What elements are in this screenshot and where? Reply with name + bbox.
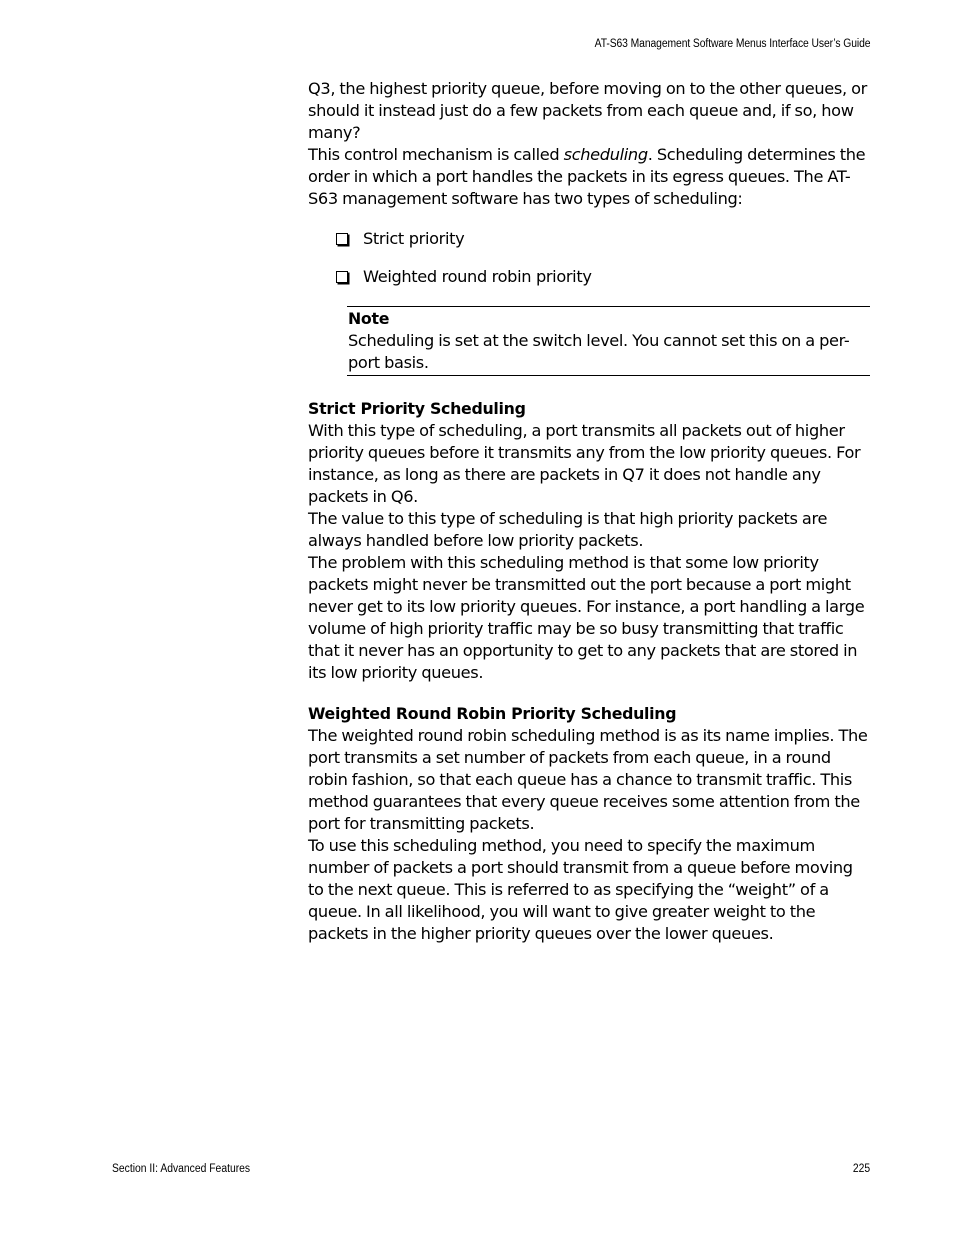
checkbox-bullet-icon [336,271,348,283]
heading-weighted-round-robin: Weighted Round Robin Priority Scheduling [308,704,677,723]
page-content [308,78,870,945]
running-header: AT-S63 Management Software Menus Interface User’s Guide [594,38,870,50]
footer-section-title: Section II: Advanced Features [112,1163,251,1175]
body-paragraph-strict-1: With this type of scheduling, a port transmits all packets out of higher priority queues before it transmits any from the low priority queues. For instance, as long as there are packets in Q7 it does not handle any packets in Q6. [308,421,861,506]
body-paragraph-strict-3: The problem with this scheduling method is that some low priority packets might never be transmitted out the port because a port might never get to its low priority queues. For instance, a port handling a large volume of high priority traffic may be so busy transmitting that traffic that it never has an opportunity to get to any packets that are stored in its low priority queues. [308,553,865,682]
scheduling-term: scheduling [563,145,648,164]
body-paragraph-wrr-1: The weighted round robin scheduling method is as its name implies. The port transmits a set number of packets from each queue, in a round robin fashion, so that each queue has a chance to transmit traffic. This method guarantees that every queue receives some attention from the port for transmitting packets. [308,726,868,833]
heading-strict-priority: Strict Priority Scheduling [308,399,526,418]
body-paragraph-scheduling-intro [308,144,870,210]
list-item-label: Strict priority [363,229,465,248]
body-paragraph-strict-2: The value to this type of scheduling is that high priority packets are always handled before low priority packets. [308,509,828,550]
checkbox-bullet-icon [336,233,348,245]
note-box [347,306,870,376]
footer-page-number: 225 [852,1163,870,1175]
note-text: Scheduling is set at the switch level. You cannot set this on a per-port basis. [348,331,850,372]
body-paragraph-queue-question: Q3, the highest priority queue, before moving on to the other queues, or should it instead just do a few packets from each queue and, if so, how many? [308,79,867,142]
scheduling-intro-start: This control mechanism is called [308,145,564,164]
list-item-label: Weighted round robin priority [363,267,592,286]
scheduling-types-list [336,228,870,288]
list-item [336,266,870,288]
body-paragraph-wrr-2: To use this scheduling method, you need to specify the maximum number of packets a port should transmit from a queue before moving to the next queue. This is referred to as specifying the “weight” of a queue. In all likelihood, you will want to give greater weight to the packets in the higher priority queues over the lower queues. [308,836,853,943]
scheduling-intro-end: . Scheduling determines the order in which a port handles the packets in its egress queues. The AT-S63 management software has two types of scheduling: [308,145,866,208]
note-title: Note [348,309,390,328]
list-item [336,228,870,250]
